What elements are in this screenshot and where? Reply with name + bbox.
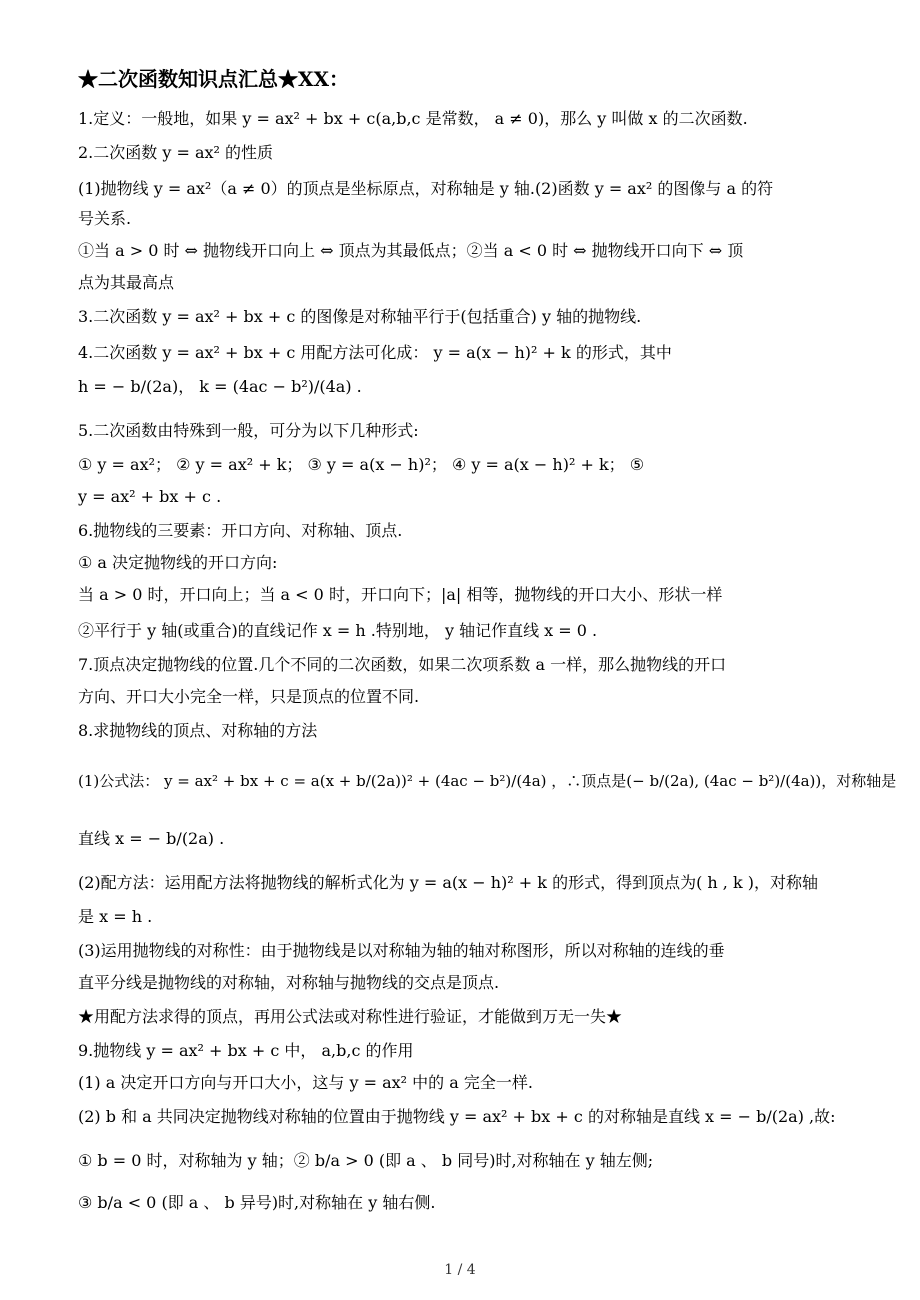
- line-section-7: 7.顶点决定抛物线的位置.几个不同的二次函数，如果二次项系数 a 一样，那么抛物线的开口: [78, 655, 727, 674]
- line-section-9: 9.抛物线 y = ax² + bx + c 中， a,b,c 的作用: [78, 1041, 414, 1060]
- line-section-6-2: ②平行于 y 轴(或重合)的直线记作 x = h .特别地， y 轴记作直线 x = 0 .: [78, 621, 598, 640]
- line-section-6-1: ① a 决定抛物线的开口方向:: [78, 553, 278, 572]
- line-section-6: 6.抛物线的三要素：开口方向、对称轴、顶点.: [78, 521, 403, 540]
- line-section-8-2: (2)配方法：运用配方法将抛物线的解析式化为 y = a(x − h)² + k 的形式，得到顶点为( h , k )，对称轴: [78, 873, 818, 892]
- line-section-2: 2.二次函数 y = ax² 的性质: [78, 143, 274, 162]
- line-section-8-1: (1)公式法： y = ax² + bx + c = a(x + b/(2a))² + (4ac − b²)/(4a) ，∴顶点是(− b/(2a), (4ac − b²)/(4a))，对称轴是: [78, 772, 897, 790]
- line-section-9-2-case-1: ① b = 0 时，对称轴为 y 轴；② b/a > 0 (即 a 、 b 同号)时,对称轴在 y 轴左侧;: [78, 1151, 654, 1170]
- line-section-8: 8.求抛物线的顶点、对称轴的方法: [78, 721, 318, 740]
- line-section-8-1-cont: 直线 x = − b/(2a) .: [78, 829, 225, 848]
- line-section-5: 5.二次函数由特殊到一般，可分为以下几种形式:: [78, 421, 419, 440]
- line-section-8-3: (3)运用抛物线的对称性：由于抛物线是以对称轴为轴的轴对称图形，所以对称轴的连线的垂: [78, 941, 725, 960]
- line-section-9-2-case-3: ③ b/a < 0 (即 a 、 b 异号)时,对称轴在 y 轴右侧.: [78, 1193, 436, 1212]
- line-definition: 1.定义：一般地，如果 y = ax² + bx + c(a,b,c 是常数， a ≠ 0)，那么 y 叫做 x 的二次函数.: [78, 109, 748, 128]
- line-section-6-1-cases: 当 a > 0 时，开口向上；当 a < 0 时，开口向下；|a| 相等，抛物线的开口大小、形状一样: [78, 585, 723, 604]
- page-title: ★二次函数知识点汇总★XX：: [78, 67, 350, 91]
- line-2-cases: ①当 a > 0 时 ⇔ 抛物线开口向上 ⇔ 顶点为其最低点；②当 a < 0 时 ⇔ 抛物线开口向下 ⇔ 顶: [78, 241, 744, 260]
- line-2-1-cont: 号关系.: [78, 209, 132, 228]
- line-section-8-2-cont: 是 x = h .: [78, 907, 153, 926]
- line-2-1: (1)抛物线 y = ax²（a ≠ 0）的顶点是坐标原点，对称轴是 y 轴.(2)函数 y = ax² 的图像与 a 的符: [78, 179, 774, 198]
- line-section-5-forms: ① y = ax²； ② y = ax² + k； ③ y = a(x − h)²； ④ y = a(x − h)² + k； ⑤: [78, 455, 645, 474]
- line-section-8-3-cont: 直平分线是抛物线的对称轴，对称轴与抛物线的交点是顶点.: [78, 973, 500, 992]
- line-section-4: 4.二次函数 y = ax² + bx + c 用配方法可化成： y = a(x − h)² + k 的形式，其中: [78, 343, 672, 362]
- page-number: 1 / 4: [444, 1262, 476, 1278]
- line-tip: ★用配方法求得的顶点，再用公式法或对称性进行验证，才能做到万无一失★: [78, 1007, 623, 1026]
- line-section-4-formula: h = − b/(2a)， k = (4ac − b²)/(4a) .: [78, 377, 362, 396]
- line-section-3: 3.二次函数 y = ax² + bx + c 的图像是对称轴平行于(包括重合) y 轴的抛物线.: [78, 307, 642, 326]
- line-section-9-2: (2) b 和 a 共同决定抛物线对称轴的位置由于抛物线 y = ax² + bx + c 的对称轴是直线 x = − b/(2a) ,故:: [78, 1107, 836, 1126]
- line-2-cases-cont: 点为其最高点: [78, 273, 175, 292]
- line-section-9-1: (1) a 决定开口方向与开口大小，这与 y = ax² 中的 a 完全一样.: [78, 1073, 533, 1092]
- line-section-5-forms-cont: y = ax² + bx + c .: [78, 487, 222, 506]
- line-section-7-cont: 方向、开口大小完全一样，只是顶点的位置不同.: [78, 687, 420, 706]
